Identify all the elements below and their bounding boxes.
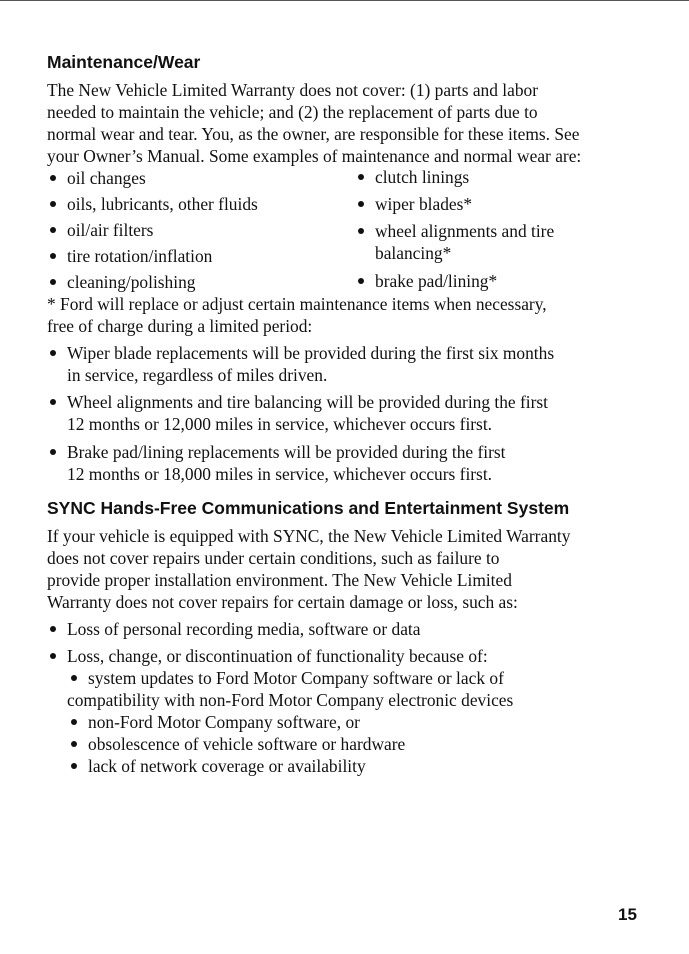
list-item-continuation: 12 months or 12,000 miles in service, whichever occurs first. <box>67 414 493 434</box>
sub-bullet-icon <box>71 741 77 747</box>
sub-list-item-continuation: compatibility with non-Ford Motor Company electronic devices <box>67 690 514 710</box>
bullet-icon <box>358 174 364 180</box>
sync-intro-line: Warranty does not cover repairs for certain damage or loss, such as: <box>47 592 518 612</box>
sub-list-item: obsolescence of vehicle software or hardware <box>88 734 406 754</box>
maintenance-intro <box>47 79 647 167</box>
list-item: Loss, change, or discontinuation of functionality because of: <box>67 646 488 666</box>
list-item: cleaning/polishing <box>67 272 196 292</box>
bullet-icon <box>50 350 56 356</box>
bullet-icon <box>50 626 56 632</box>
sub-bullet-icon <box>71 719 77 725</box>
bullet-icon <box>50 653 56 659</box>
maintenance-intro-line: normal wear and tear. You, as the owner, are responsible for these items. See <box>47 124 580 144</box>
sync-intro-line: provide proper installation environment. The New Vehicle Limited <box>47 570 512 590</box>
list-item: Wheel alignments and tire balancing will be provided during the first <box>67 392 549 412</box>
bullet-icon <box>50 449 56 455</box>
maintenance-intro-line: your Owner’s Manual. Some examples of maintenance and normal wear are: <box>47 146 582 166</box>
bullet-icon <box>358 201 364 207</box>
maintenance-intro-line: The New Vehicle Limited Warranty does not cover: (1) parts and labor <box>47 80 539 100</box>
bullet-icon <box>50 175 56 181</box>
bullet-icon <box>50 253 56 259</box>
list-item: oil/air filters <box>67 220 154 240</box>
maintenance-intro-line: needed to maintain the vehicle; and (2) the replacement of parts due to <box>47 102 538 122</box>
list-item-continuation: balancing* <box>375 243 452 263</box>
list-item: Loss of personal recording media, software or data <box>67 619 421 639</box>
sync-heading: SYNC Hands-Free Communications and Entertainment System <box>47 498 570 518</box>
maintenance-footnote <box>47 293 647 337</box>
bullet-icon <box>50 227 56 233</box>
list-item: wheel alignments and tire <box>375 221 555 241</box>
sub-list-item: non-Ford Motor Company software, or <box>88 712 360 732</box>
list-item: wiper blades* <box>375 194 473 214</box>
list-item: Brake pad/lining replacements will be provided during the first <box>67 442 506 462</box>
bullet-icon <box>50 399 56 405</box>
sync-intro <box>47 525 647 613</box>
list-item-continuation: 12 months or 18,000 miles in service, whichever occurs first. <box>67 464 493 484</box>
list-item: tire rotation/inflation <box>67 246 213 266</box>
bullet-icon <box>50 279 56 285</box>
page-number: 15 <box>618 905 637 924</box>
sub-list-item: lack of network coverage or availability <box>88 756 366 776</box>
maintenance-heading: Maintenance/Wear <box>47 52 201 72</box>
bullet-icon <box>358 278 364 284</box>
sync-intro-line: does not cover repairs under certain conditions, such as failure to <box>47 548 500 568</box>
sub-bullet-icon <box>71 763 77 769</box>
list-item: oil changes <box>67 168 146 188</box>
sub-bullet-icon <box>71 675 77 681</box>
list-item: oils, lubricants, other fluids <box>67 194 258 214</box>
footnote-line: * Ford will replace or adjust certain maintenance items when necessary, <box>47 294 547 314</box>
bullet-icon <box>50 201 56 207</box>
list-item-continuation: in service, regardless of miles driven. <box>67 365 328 385</box>
footnote-line: free of charge during a limited period: <box>47 316 313 336</box>
list-item: Wiper blade replacements will be provided during the first six months <box>67 343 555 363</box>
list-item: brake pad/lining* <box>375 271 498 291</box>
sync-intro-line: If your vehicle is equipped with SYNC, the New Vehicle Limited Warranty <box>47 526 571 546</box>
list-item: clutch linings <box>375 167 470 187</box>
top-rule <box>0 0 689 1</box>
bullet-icon <box>358 228 364 234</box>
sub-list-item: system updates to Ford Motor Company software or lack of <box>88 668 504 688</box>
